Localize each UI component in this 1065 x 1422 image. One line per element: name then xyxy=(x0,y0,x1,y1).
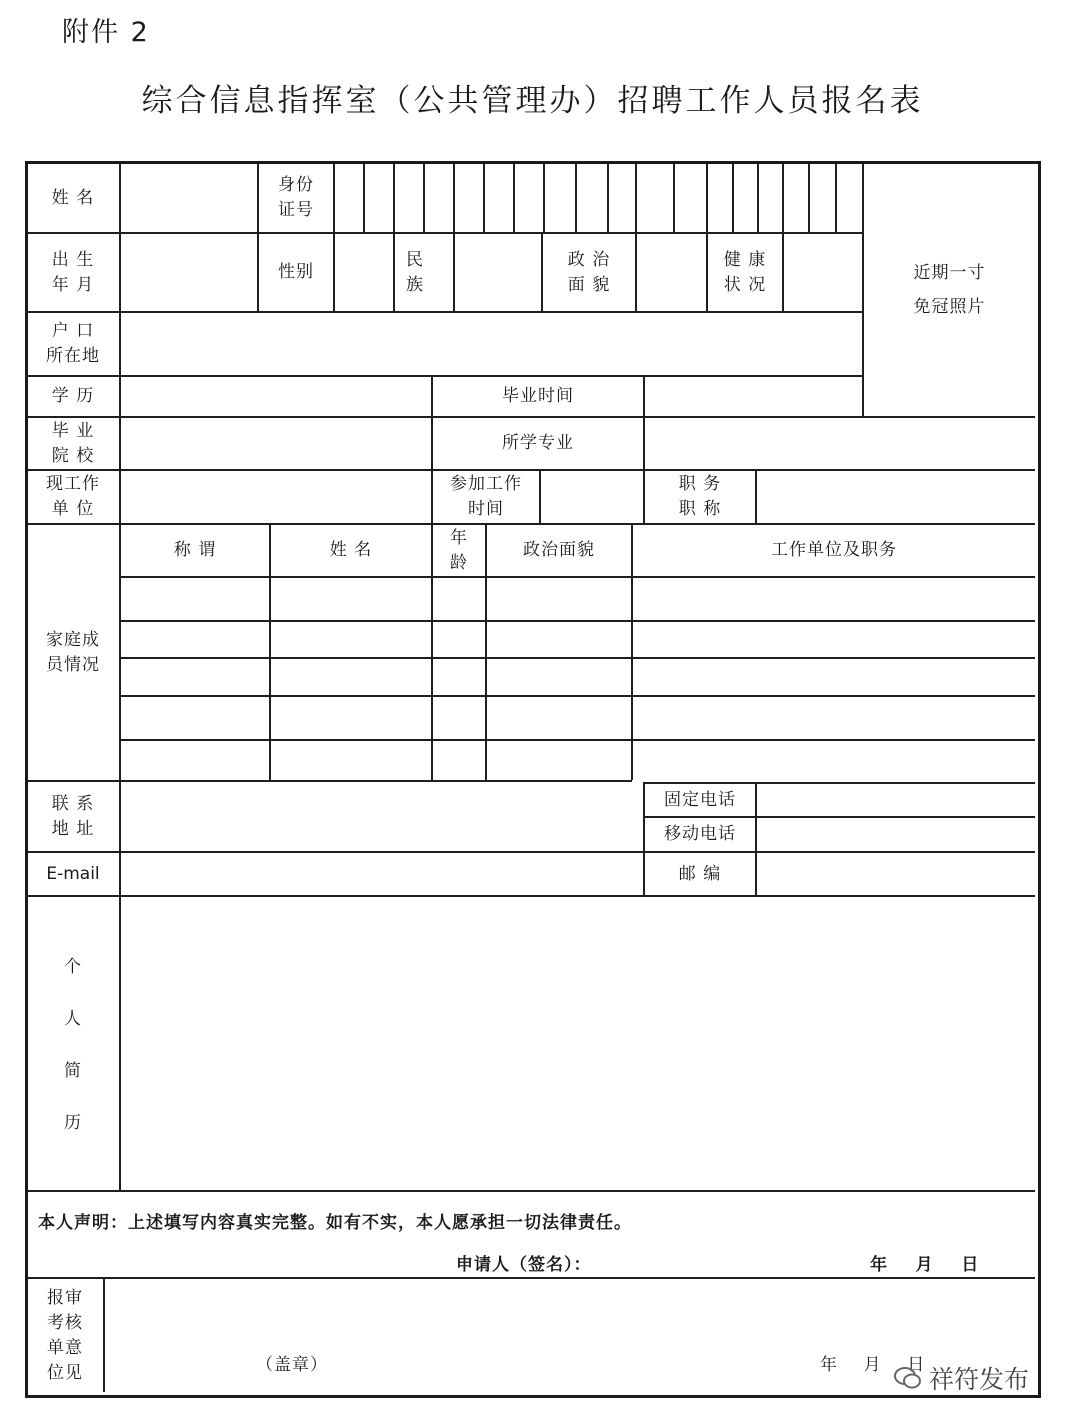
grid-line xyxy=(453,164,455,311)
id-digit-divider xyxy=(393,164,395,232)
label-major: 所学专业 xyxy=(502,433,574,453)
family-header-work: 工作单位及职务 xyxy=(771,540,897,560)
grid-line xyxy=(782,232,784,311)
id-digit-divider xyxy=(543,164,545,232)
id-digit-divider xyxy=(483,164,485,232)
grid-line xyxy=(333,164,335,311)
label-grad-time: 毕业时间 xyxy=(502,386,574,406)
grid-line xyxy=(103,1277,105,1392)
label-email: E-mail xyxy=(46,863,100,884)
wechat-icon xyxy=(893,1366,923,1390)
declaration: 本人声明：上述填写内容真实完整。如有不实，本人愿承担一切法律责任。 xyxy=(38,1213,632,1233)
label-postcode: 邮 编 xyxy=(678,863,722,884)
grid-line xyxy=(120,576,1035,578)
applicant-signature: 申请人（签名）： xyxy=(456,1255,592,1275)
photo-area: 近期一寸 免冠照片 xyxy=(913,263,986,317)
grid-line xyxy=(27,851,1035,853)
review-date: 年 月 日 xyxy=(820,1355,926,1375)
family-header-name: 姓 名 xyxy=(329,540,373,560)
label-review: 报审 考核 单意 位见 xyxy=(47,1287,83,1383)
id-digit-divider xyxy=(782,164,784,232)
label-address: 联 系 地 址 xyxy=(51,793,95,839)
label-birth: 出 生 年 月 xyxy=(51,249,95,295)
label-ethnicity: 民 族 xyxy=(406,249,424,295)
applicant-date: 年 月 日 xyxy=(870,1255,980,1275)
grid-line xyxy=(27,1277,1035,1279)
grid-line xyxy=(120,695,1035,697)
label-name: 姓 名 xyxy=(51,187,95,208)
label-mobile: 移动电话 xyxy=(664,824,736,844)
form-title: 综合信息指挥室（公共管理办）招聘工作人员报名表 xyxy=(141,83,924,119)
label-education: 学 历 xyxy=(51,386,95,406)
grid-line xyxy=(635,164,637,311)
attachment-label: 附件 2 xyxy=(62,17,150,48)
id-digit-divider xyxy=(607,164,609,232)
grid-line xyxy=(27,311,862,313)
id-digit-divider xyxy=(835,164,837,232)
id-digit-divider xyxy=(575,164,577,232)
id-digit-divider xyxy=(673,164,675,232)
grid-line xyxy=(120,657,1035,659)
watermark xyxy=(893,1360,1029,1396)
grid-line xyxy=(755,782,757,895)
label-landline: 固定电话 xyxy=(664,789,736,810)
grid-line xyxy=(27,895,1035,897)
watermark-text: 祥符发布 xyxy=(928,1365,1029,1394)
grid-line xyxy=(27,1190,1035,1192)
id-digit-divider xyxy=(808,164,810,232)
id-digit-divider xyxy=(423,164,425,232)
label-employer: 现工作 单 位 xyxy=(46,474,100,519)
seal-text: （盖章） xyxy=(256,1355,328,1375)
grid-line xyxy=(755,469,757,523)
label-resume: 个 人 简 历 xyxy=(64,957,82,1133)
label-gender: 性别 xyxy=(278,262,314,282)
label-health: 健 康 状 况 xyxy=(723,249,767,295)
grid-line xyxy=(120,739,1035,741)
label-work-start: 参加工作 时间 xyxy=(450,474,522,519)
id-digit-divider xyxy=(363,164,365,232)
label-position: 职 务 职 称 xyxy=(678,474,722,519)
label-family: 家庭成 员情况 xyxy=(46,629,100,675)
grid-line xyxy=(539,469,541,523)
label-school: 毕 业 院 校 xyxy=(51,420,95,466)
grid-line xyxy=(643,375,645,470)
grid-line xyxy=(119,164,121,1190)
label-household: 户 口 所在地 xyxy=(46,321,100,366)
family-header-relation: 称 谓 xyxy=(173,540,217,560)
id-digit-divider xyxy=(732,164,734,232)
id-digit-divider xyxy=(706,164,708,232)
id-digit-divider xyxy=(757,164,759,232)
family-header-age: 年 龄 xyxy=(450,527,468,573)
id-digit-divider xyxy=(513,164,515,232)
label-political: 政 治 面 貌 xyxy=(567,249,611,295)
family-header-political: 政治面貌 xyxy=(523,540,595,560)
grid-line xyxy=(120,620,1035,622)
label-id-number: 身份 证号 xyxy=(278,175,314,220)
